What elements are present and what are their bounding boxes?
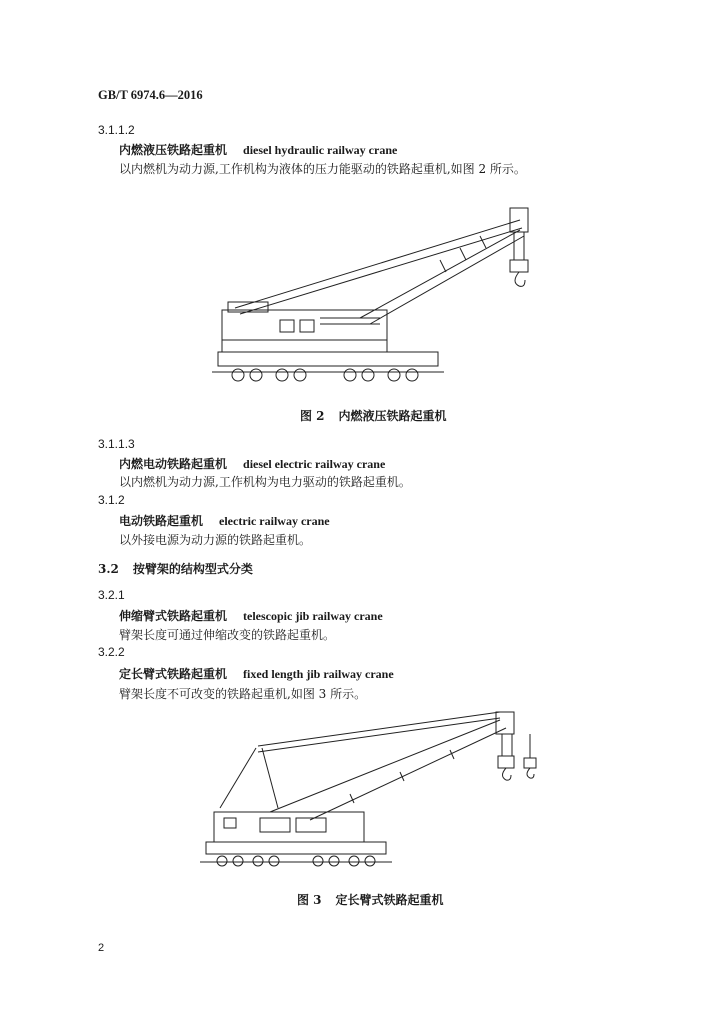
figure-caption-text: 内燃液压铁路起重机	[338, 409, 447, 423]
hook-block	[498, 756, 514, 768]
term-en: electric railway crane	[219, 514, 330, 528]
wheel	[276, 369, 288, 381]
clause-number: 3.2.1	[98, 588, 125, 602]
figure-caption-text: 定长臂式铁路起重机	[335, 893, 444, 907]
boom-upper-chord	[235, 220, 520, 308]
undercarriage-frame	[218, 352, 438, 366]
term-title	[119, 455, 385, 472]
standard-code: GB/T 6974.6—2016	[98, 88, 203, 102]
boom-brace	[460, 248, 466, 260]
clause-number: 3.2.2	[98, 645, 125, 659]
mast	[262, 748, 278, 808]
term-zh: 内燃电动铁路起重机	[119, 457, 228, 471]
hook	[503, 768, 512, 780]
clause-number: 3.1.1.2	[98, 123, 135, 137]
boom-lower-chord	[240, 228, 522, 314]
term-title	[119, 607, 383, 624]
term-zh: 定长臂式铁路起重机	[119, 667, 228, 681]
section-heading	[98, 560, 253, 577]
pendant-line	[258, 712, 500, 746]
page-number: 2	[98, 942, 105, 954]
term-zh: 伸缩臂式铁路起重机	[119, 609, 228, 623]
term-title	[119, 665, 394, 682]
term-definition: 以内燃机为动力源,工作机构为液体的压力能驱动的铁路起重机,如图 2 所示。	[119, 162, 526, 176]
jib-head	[496, 712, 514, 734]
figure-label: 图 3	[297, 893, 322, 907]
wheel	[253, 856, 263, 866]
term-zh: 内燃液压铁路起重机	[119, 143, 228, 157]
term-zh: 电动铁路起重机	[119, 514, 204, 528]
undercarriage-frame	[206, 842, 386, 854]
boom-lower-chord	[310, 728, 506, 820]
boom-main	[370, 236, 524, 324]
wheel	[294, 369, 306, 381]
body-window	[280, 320, 294, 332]
term-title	[119, 141, 397, 158]
wheel	[362, 369, 374, 381]
wheel	[329, 856, 339, 866]
wheel	[406, 369, 418, 381]
boom-main	[360, 230, 520, 318]
figure-3-caption	[297, 891, 444, 908]
wheel	[217, 856, 227, 866]
wheel	[313, 856, 323, 866]
body-panel	[260, 818, 290, 832]
body-window	[224, 818, 236, 828]
term-title	[119, 512, 330, 529]
clause-number: 3.1.1.3	[98, 437, 135, 451]
wheel	[365, 856, 375, 866]
wheel	[388, 369, 400, 381]
term-en: diesel hydraulic railway crane	[243, 143, 398, 157]
wheel	[269, 856, 279, 866]
aux-hook-block	[524, 758, 536, 768]
term-definition: 以外接电源为动力源的铁路起重机。	[119, 533, 312, 547]
section-number: 3.2	[98, 562, 119, 576]
mast	[220, 748, 256, 808]
wheel	[232, 369, 244, 381]
clause-number: 3.1.2	[98, 493, 125, 507]
term-en: telescopic jib railway crane	[243, 609, 383, 623]
term-definition: 臂架长度不可改变的铁路起重机,如图 3 所示。	[119, 687, 367, 701]
term-definition: 臂架长度可通过伸缩改变的铁路起重机。	[119, 628, 336, 642]
term-en: diesel electric railway crane	[243, 457, 386, 471]
figure-2-crane-drawing	[210, 200, 560, 392]
wheel	[344, 369, 356, 381]
wheel	[233, 856, 243, 866]
boom-brace	[440, 260, 446, 272]
section-title: 按臂架的结构型式分类	[132, 562, 253, 576]
term-en: fixed length jib railway crane	[243, 667, 394, 681]
hook-block	[510, 260, 528, 272]
term-definition: 以内燃机为动力源,工作机构为电力驱动的铁路起重机。	[119, 475, 411, 489]
body-panel	[296, 818, 326, 832]
hook	[515, 272, 525, 286]
wheel	[250, 369, 262, 381]
figure-2-caption	[300, 407, 447, 424]
boom-brace	[480, 236, 486, 248]
figure-3-crane-drawing	[200, 708, 550, 878]
wheel	[349, 856, 359, 866]
aux-hook	[527, 768, 534, 778]
body-window	[300, 320, 314, 332]
figure-label: 图 2	[300, 409, 325, 423]
boom-brace	[350, 794, 354, 803]
